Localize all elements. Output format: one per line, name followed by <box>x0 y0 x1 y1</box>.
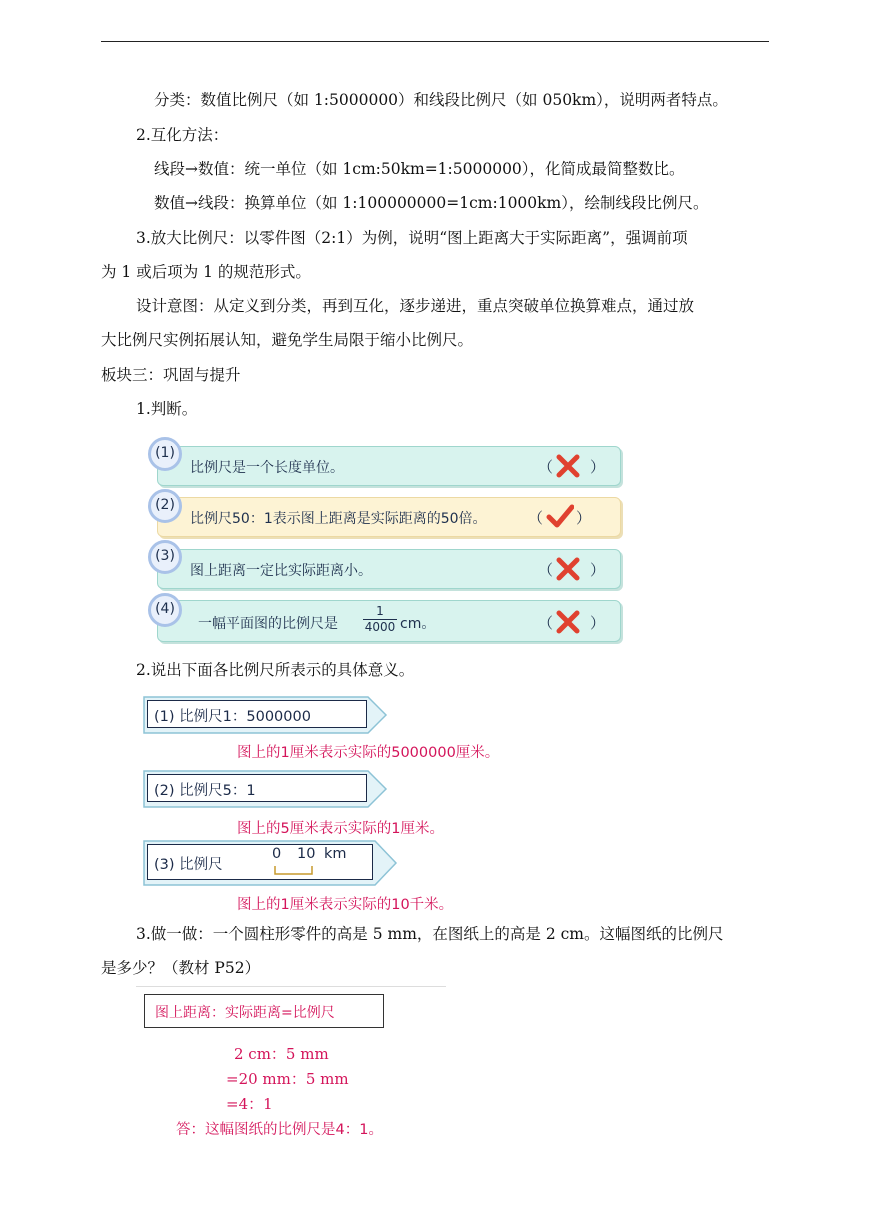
judge-text-unit: cm。 <box>400 616 436 632</box>
judge-card-2 <box>157 497 621 537</box>
judge-text: 一幅平面图的比例尺是 <box>198 616 338 632</box>
question-heading: 1.判断。 <box>136 400 198 418</box>
scale-label: (3) 比例尺 <box>154 857 223 873</box>
calc-line: =4：1 <box>226 1095 273 1113</box>
paren-close: ） <box>590 561 606 579</box>
scale-bar <box>274 865 314 875</box>
judge-text: 比例尺50：1表示图上距离是实际距离的50倍。 <box>190 511 487 527</box>
text-line: 线段→数值：统一单位（如 1cm:50km=1:5000000），化简成最简整数比。 <box>154 160 685 178</box>
scale-label: (1) 比例尺1：5000000 <box>154 709 311 725</box>
fraction <box>363 604 397 635</box>
paren-open: （ <box>538 458 554 476</box>
cross-icon <box>554 556 582 582</box>
cross-icon <box>554 609 582 635</box>
fraction-denominator: 4000 <box>364 620 396 634</box>
text-line: 设计意图：从定义到分类，再到互化，逐步递进，重点突破单位换算难点，通过放 <box>136 297 695 315</box>
scale-answer: 图上的1厘米表示实际的10千米。 <box>237 897 454 913</box>
paren-open: （ <box>528 509 544 527</box>
text-line: 分类：数值比例尺（如 1:5000000）和线段比例尺（如 050km），说明两者特点。 <box>154 91 728 109</box>
scale-box-1 <box>143 696 388 734</box>
paren-close: ） <box>576 509 592 527</box>
paren-open: （ <box>538 561 554 579</box>
answer-line: 答：这幅图纸的比例尺是4：1。 <box>176 1122 383 1138</box>
judge-card-3 <box>157 549 621 589</box>
text-line: 2.互化方法： <box>136 126 229 144</box>
text-line: 大比例尺实例拓展认知，避免学生局限于缩小比例尺。 <box>101 331 474 349</box>
calc-line: 2 cm：5 mm <box>234 1045 329 1063</box>
paren-open: （ <box>538 614 554 632</box>
text-line: 数值→线段：换算单位（如 1:100000000=1cm:1000km），绘制线段比例尺。 <box>154 194 709 212</box>
scale-answer: 图上的5厘米表示实际的1厘米。 <box>237 821 444 837</box>
scale-box-2 <box>143 770 388 808</box>
judge-number: (3) <box>148 540 182 574</box>
scale-tick-label: 0 <box>272 846 282 862</box>
judge-number: (2) <box>148 489 182 523</box>
scale-tick-label: 10 <box>297 846 316 862</box>
header-rule <box>101 41 769 42</box>
judge-card-4 <box>157 600 621 642</box>
judge-text: 比例尺是一个长度单位。 <box>190 460 344 476</box>
formula-box <box>139 989 389 1033</box>
question-heading: 2.说出下面各比例尺所表示的具体意义。 <box>136 661 415 679</box>
scale-answer: 图上的1厘米表示实际的5000000厘米。 <box>237 745 500 761</box>
judge-text: 图上距离一定比实际距离小。 <box>190 563 372 579</box>
divider <box>136 986 446 987</box>
scale-label: (2) 比例尺5：1 <box>154 783 256 799</box>
paren-close: ） <box>590 614 606 632</box>
scale-tick-label: km <box>324 846 347 862</box>
question-heading: 3.做一做：一个圆柱形零件的高是 5 mm，在图纸上的高是 2 cm。这幅图纸的比例尺 <box>136 925 724 943</box>
text-line: 是多少？（教材 P52） <box>101 959 261 977</box>
section-heading: 板块三：巩固与提升 <box>101 366 241 384</box>
fraction-numerator: 1 <box>376 604 384 618</box>
check-icon <box>546 504 574 530</box>
cross-icon <box>554 453 582 479</box>
judge-card-1 <box>157 446 621 486</box>
text-line: 3.放大比例尺：以零件图（2:1）为例，说明“图上距离大于实际距离”，强调前项 <box>136 229 688 247</box>
text-line: 为 1 或后项为 1 的规范形式。 <box>101 263 311 281</box>
calc-line: =20 mm：5 mm <box>226 1070 349 1088</box>
formula-text: 图上距离：实际距离=比例尺 <box>155 1005 335 1021</box>
paren-close: ） <box>590 458 606 476</box>
scale-box-3 <box>143 840 398 886</box>
judge-number: (4) <box>148 593 182 627</box>
judge-number: (1) <box>148 437 182 471</box>
